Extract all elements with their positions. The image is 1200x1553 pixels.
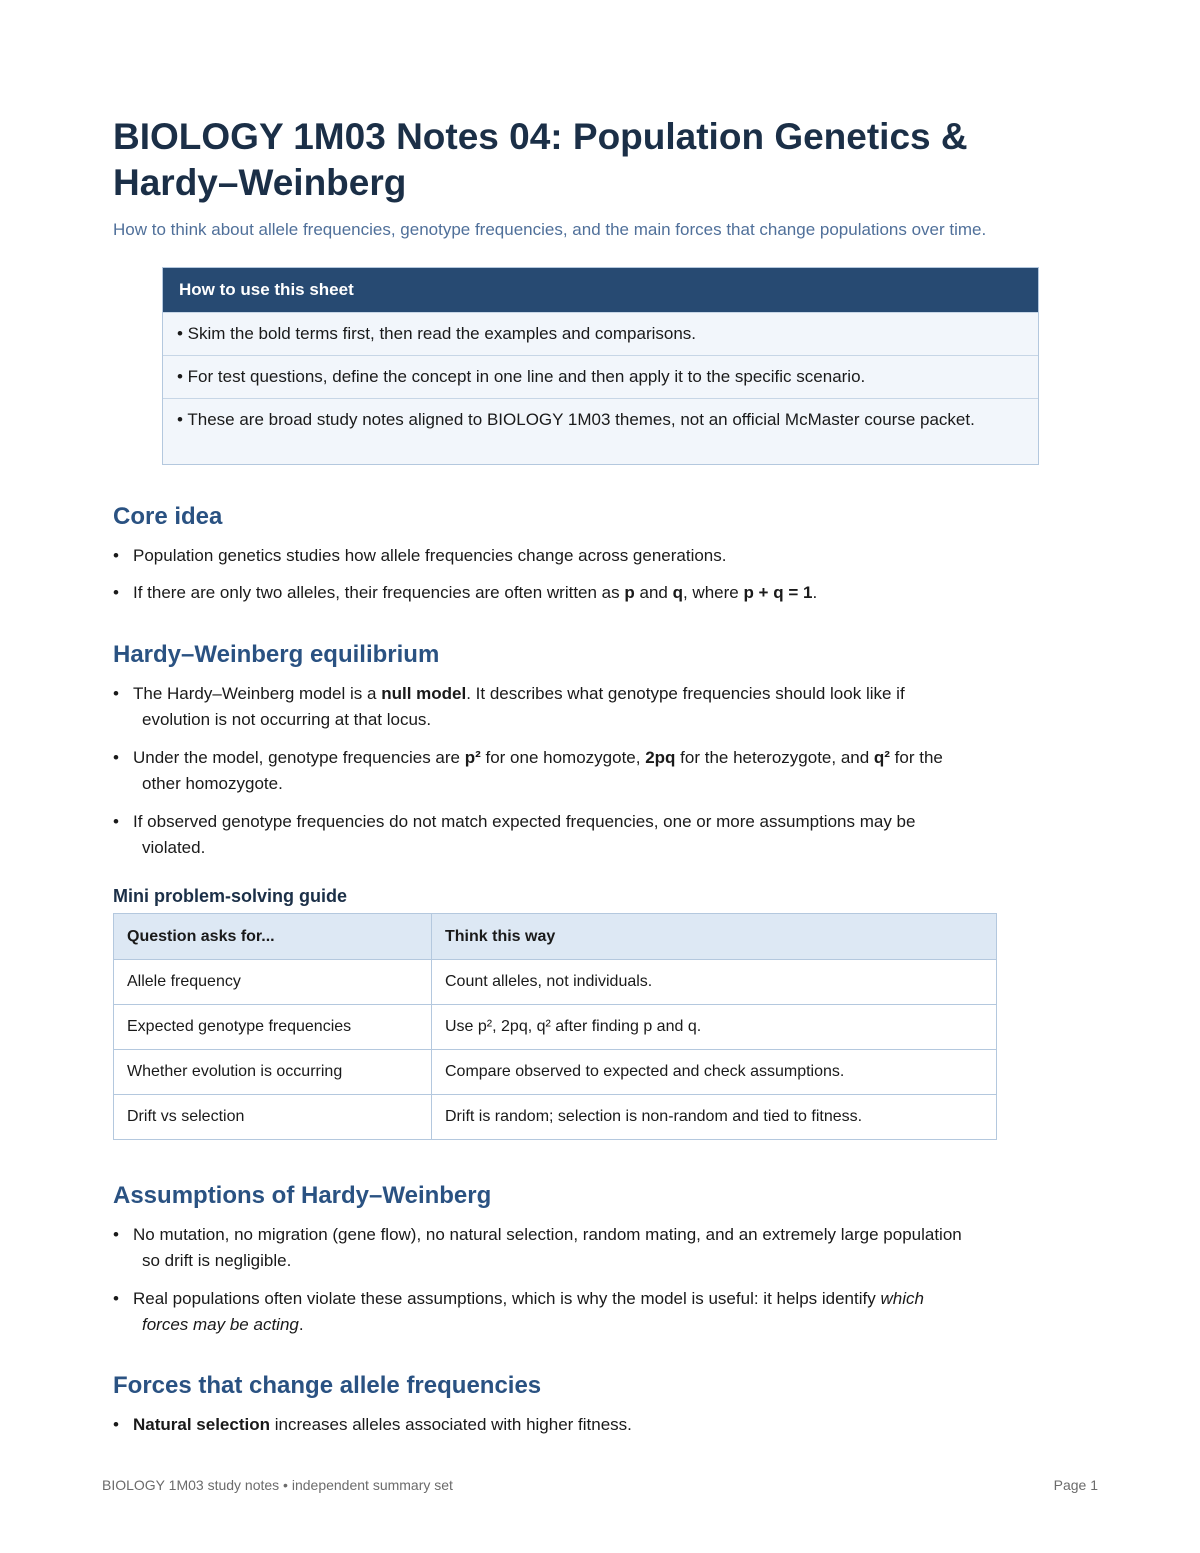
bullet-marker: • (113, 748, 119, 767)
section-heading-core-idea: Core idea (113, 503, 223, 530)
guide-heading: Mini problem-solving guide (113, 886, 347, 906)
list-item: • No mutation, no migration (gene flow), no natural selection, random mating, and an extremely large population so drift is negligible. (113, 1222, 1103, 1274)
table-cell: Count alleles, not individuals. (432, 960, 997, 1005)
bullet-marker: • (113, 1225, 119, 1244)
bullet-marker: • (113, 1289, 119, 1308)
section-heading-hardy-weinberg: Hardy–Weinberg equilibrium (113, 641, 440, 668)
table-cell: Drift vs selection (114, 1095, 432, 1140)
table-cell: Use p², 2pq, q² after finding p and q. (432, 1005, 997, 1050)
list-item: • Under the model, genotype frequencies are p² for one homozygote, 2pq for the heterozygote, and q² for the other homozygote. (113, 745, 1103, 797)
table-cell: Expected genotype frequencies (114, 1005, 432, 1050)
table-row (114, 1050, 997, 1095)
table-cell: Allele frequency (114, 960, 432, 1005)
usage-callout-box (162, 267, 1039, 465)
usage-box-heading: How to use this sheet (163, 268, 1038, 312)
column-header: Think this way (432, 914, 997, 960)
table-row (114, 960, 997, 1005)
bullet-marker: • (113, 1415, 119, 1434)
list-item: • Population genetics studies how allele frequencies change across generations. (113, 543, 1103, 569)
table-header-row (114, 914, 997, 960)
table-cell: Drift is random; selection is non-random and tied to fitness. (432, 1095, 997, 1140)
list-item: • The Hardy–Weinberg model is a null model. It describes what genotype frequencies should look like if evolution is not occurring at that locus. (113, 681, 1103, 733)
guide-table (113, 913, 997, 1140)
bullet-marker: • (113, 583, 119, 602)
table-row (114, 1005, 997, 1050)
footer-text: BIOLOGY 1M03 study notes • independent summary set (102, 1477, 453, 1493)
bullet-marker: • (113, 684, 119, 703)
table-cell: Whether evolution is occurring (114, 1050, 432, 1095)
page-subtitle: How to think about allele frequencies, genotype frequencies, and the main forces that change populations over time. (113, 220, 987, 239)
list-item: • Natural selection increases alleles associated with higher fitness. (113, 1412, 1103, 1438)
page-number: Page 1 (1053, 1477, 1098, 1493)
usage-item: • These are broad study notes aligned to BIOLOGY 1M03 themes, not an official McMaster course packet. (163, 398, 1038, 464)
page-title: BIOLOGY 1M03 Notes 04: Population Genetics & Hardy–Weinberg (113, 116, 968, 203)
bullet-marker: • (113, 812, 119, 831)
section-heading-forces: Forces that change allele frequencies (113, 1372, 542, 1399)
list-item: • If observed genotype frequencies do not match expected frequencies, one or more assumptions may be violated. (113, 809, 1103, 861)
column-header: Question asks for... (114, 914, 432, 960)
table-row (114, 1095, 997, 1140)
usage-item: • For test questions, define the concept in one line and then apply it to the specific scenario. (163, 355, 1038, 398)
usage-item: • Skim the bold terms first, then read the examples and comparisons. (163, 312, 1038, 355)
section-heading-assumptions: Assumptions of Hardy–Weinberg (113, 1182, 492, 1209)
list-item: • If there are only two alleles, their frequencies are often written as p and q, where p + q = 1. (113, 580, 1103, 606)
bullet-marker: • (113, 546, 119, 565)
list-item: • Real populations often violate these assumptions, which is why the model is useful: it helps identify which forces may be acting. (113, 1286, 1103, 1338)
table-cell: Compare observed to expected and check assumptions. (432, 1050, 997, 1095)
